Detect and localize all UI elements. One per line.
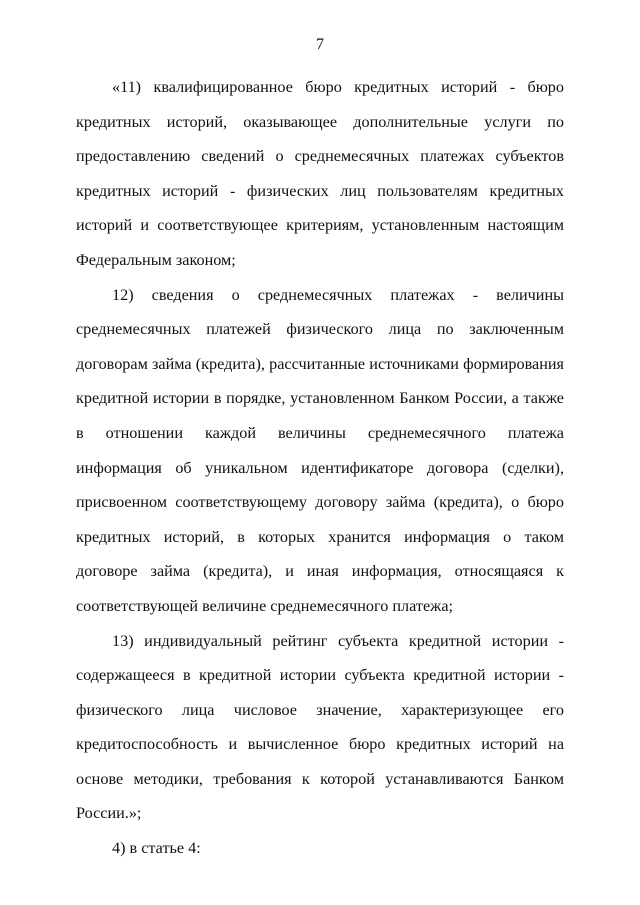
- document-body: [76, 70, 564, 866]
- paragraph-article-4: 4) в статье 4:: [112, 839, 201, 858]
- paragraph-item-13: 13) индивидуальный рейтинг субъекта кредитной истории - содержащееся в кредитной истории субъекта кредитной истории - физического лица числовое значение, характеризующее его кредитоспособность и вычисленное бюро кредитных историй на основе методики, требования к которой устанавливаются Банком России.»;: [76, 631, 564, 823]
- paragraph-item-12: 12) сведения о среднемесячных платежах - величины среднемесячных платежей физического лица по заключенным договорам займа (кредита), рассчитанные источниками формирования кредитной истории в порядке, установленном Банком России, а также в отношении каждой величины среднемесячного платежа информация об уникальном идентификаторе договора (сделки), присвоенном соответствующему договору займа (кредита), о бюро кредитных историй, в которых хранится информация о таком договоре займа (кредита), и иная информация, относящаяся к соответствующей величине среднемесячного платежа;: [76, 285, 564, 615]
- paragraph-item-11: «11) квалифицированное бюро кредитных историй - бюро кредитных историй, оказывающее дополнительные услуги по предоставлению сведений о среднемесячных платежах субъектов кредитных историй - физических лиц пользователям кредитных историй и соответствующее критериям, установленным настоящим Федеральным законом;: [76, 78, 564, 269]
- page-number: 7: [316, 36, 324, 53]
